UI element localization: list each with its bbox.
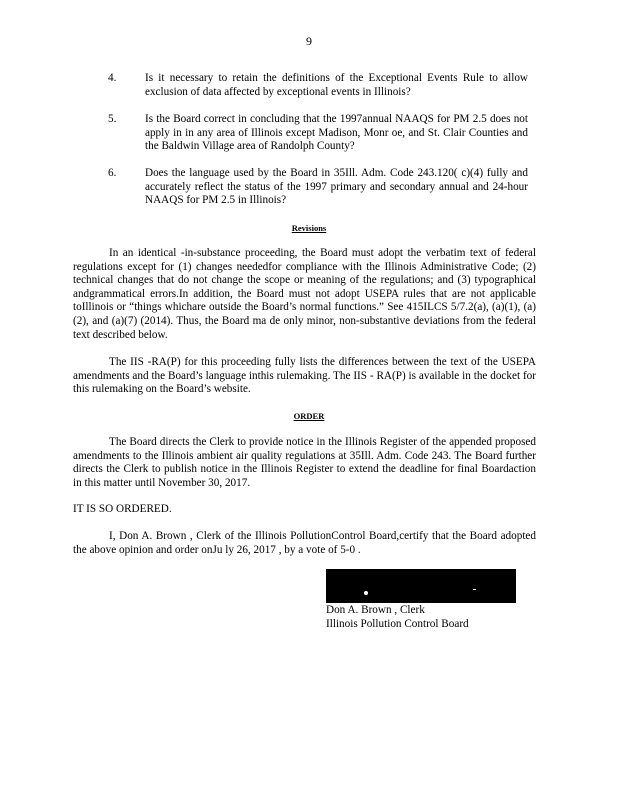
signer-block — [326, 604, 526, 631]
signature-mark — [364, 591, 368, 595]
question-text: Does the language used by the Board in 35Ill. Adm. Code 243.120( c)(4) fully and accurately reflect the status of the 1997 primary and secondary annual and 24-hour NAAQS for PM 2.5 in Illinois? — [145, 167, 528, 207]
page-number: 9 — [306, 34, 312, 48]
iisra-paragraph — [73, 356, 536, 397]
redacted-signature — [326, 569, 516, 603]
signer-name: Don A. Brown , Clerk — [326, 604, 425, 616]
question-number: 5. — [108, 113, 117, 125]
question-text: Is the Board correct in concluding that the 1997annual NAAQS for PM 2.5 does not apply in in any area of Illinois except Madison, Monr oe, and St. Clair Counties and the Baldwin Village area of Randolph County? — [145, 113, 528, 153]
question-number: 4. — [108, 72, 117, 84]
revisions-paragraph-text: In an identical -in-substance proceeding, the Board must adopt the verbatim text of federal regulations except for (1) changes neededfor compliance with the Illinois Administrative Code; (2) technical changes that do not change the scope or meaning of the regulations; and (3) typographical andgrammatical errors.In addition, the Board must not adopt USEPA rules that are not applicable toIllinois or “things whichare outside the Board’s normal functions.” See 415ILCS 5/7.2(a), (a)(1), (a)(2), and (a)(7) (2014). Thus, the Board ma de only minor, non-substantive deviations from the federal text described below. — [73, 247, 536, 341]
question-text: Is it necessary to retain the definitions of the Exceptional Events Rule to allow exclusion of data affected by exceptional events in Illinois? — [145, 72, 528, 98]
signer-organization: Illinois Pollution Control Board — [326, 617, 469, 630]
order-paragraph — [73, 436, 536, 490]
certification-paragraph — [73, 530, 536, 557]
question-number: 6. — [108, 167, 117, 179]
order-paragraph-text: The Board directs the Clerk to provide notice in the Illinois Register of the appended proposed amendments to the Illinois ambient air quality regulations at 35Ill. Adm. Code 243. The Board further directs the Clerk to publish notice in the Illinois Register to extend the deadline for final Boardaction in this matter until November 30, 2017. — [73, 436, 536, 489]
signature-mark — [473, 589, 476, 590]
order-heading: ORDER — [293, 411, 325, 421]
certification-text: I, Don A. Brown , Clerk of the Illinois PollutionControl Board,certify that the Board adopted the above opinion and order onJu ly 26, 2017 , by a vote of 5-0 . — [73, 530, 536, 556]
iisra-paragraph-text: The IIS -RA(P) for this proceeding fully lists the differences between the text of the USEPA amendments and the Board’s language inthis rulemaking. The IIS - RA(P) is available in the docket for this rulemaking on the Board’s website. — [73, 356, 536, 396]
revisions-heading: Revisions — [291, 223, 327, 233]
revisions-paragraph — [73, 247, 536, 342]
so-ordered-line: IT IS SO ORDERED. — [73, 503, 172, 515]
